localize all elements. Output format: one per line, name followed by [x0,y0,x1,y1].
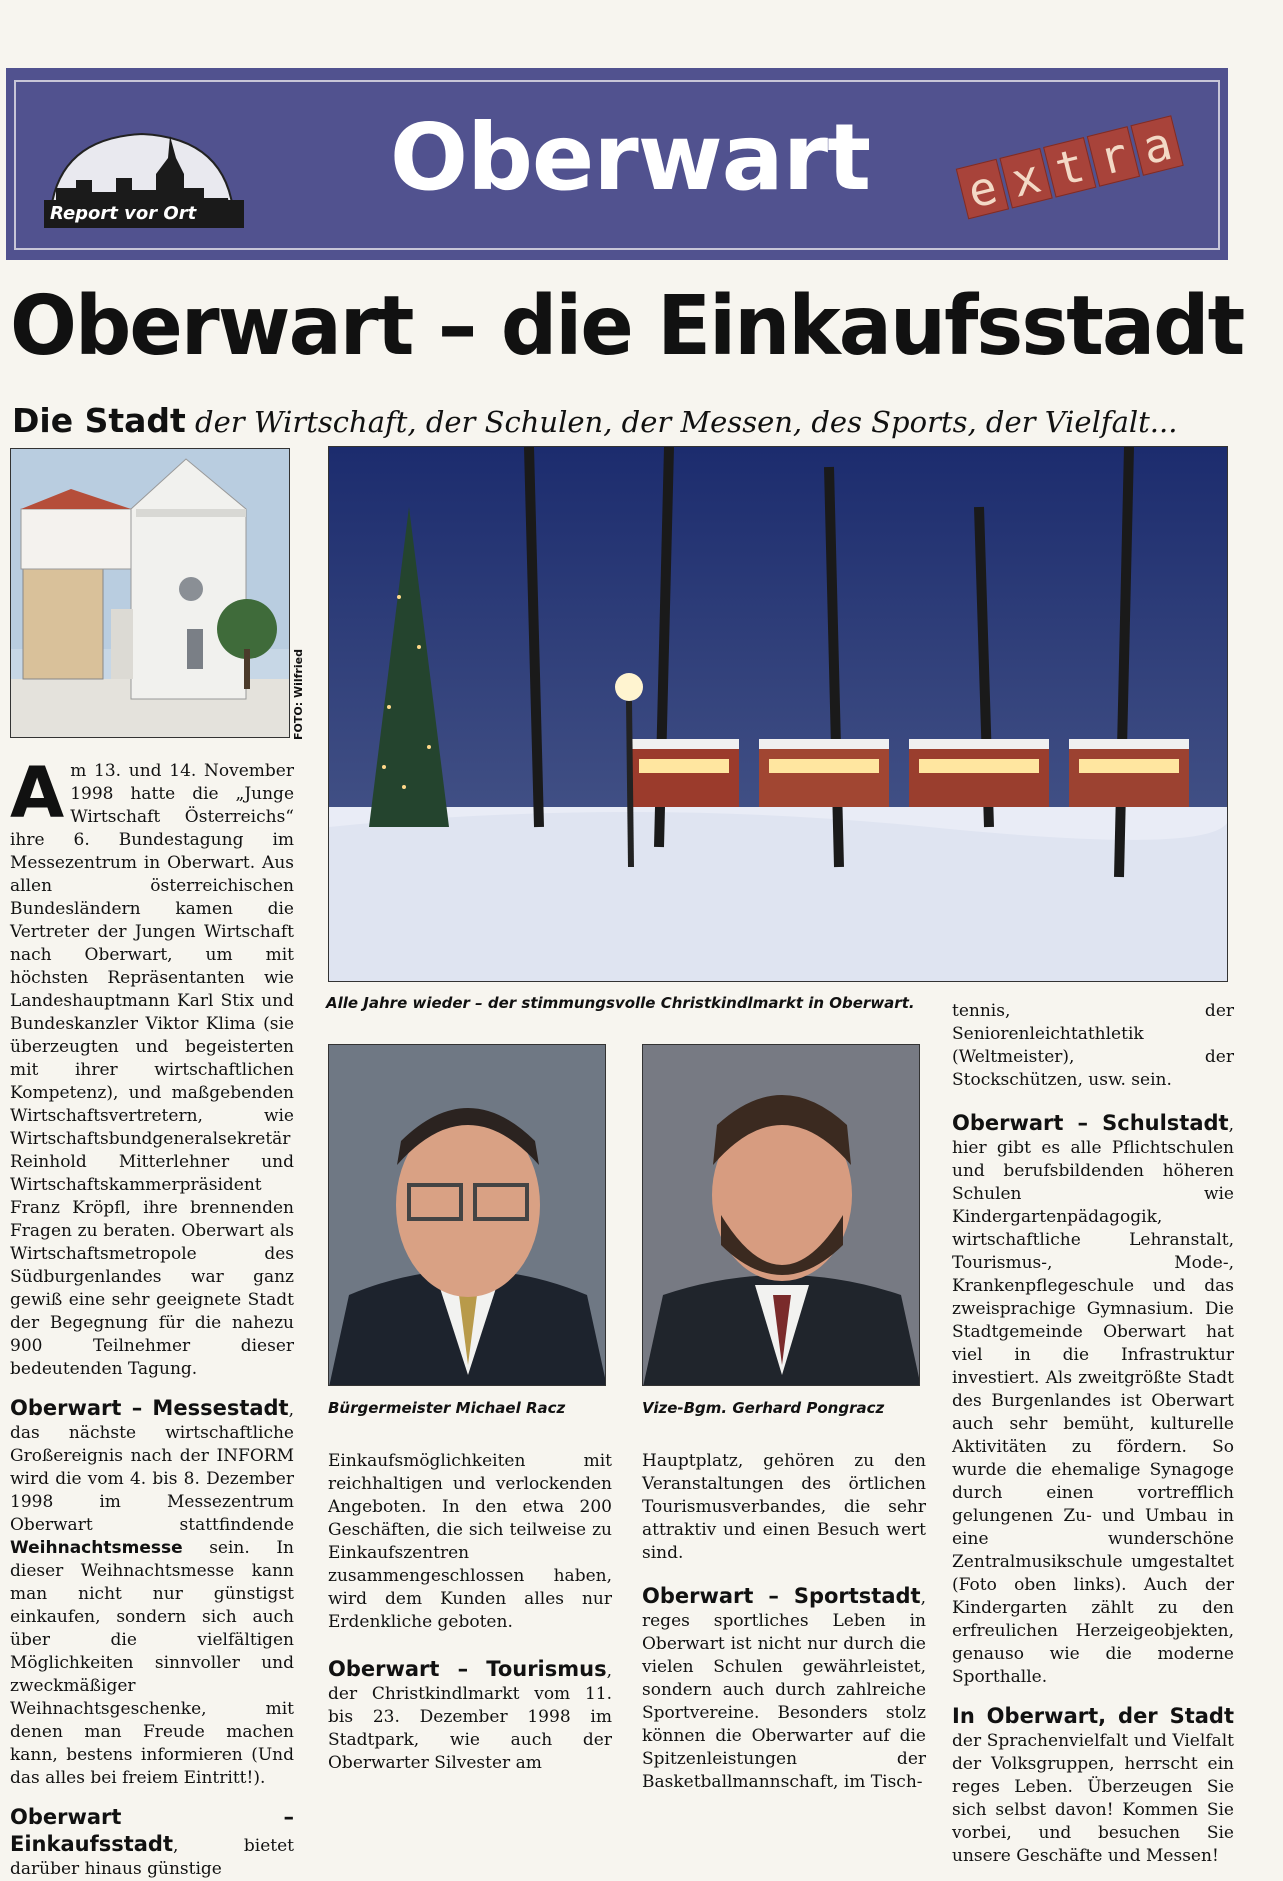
messe-paragraph [10,1395,294,1790]
schul-heading: Oberwart – Schulstadt [952,1111,1229,1135]
page-headline: Oberwart – die Einkaufsstadt [10,279,1244,374]
masthead-title: Oberwart [389,104,871,211]
schul-paragraph [952,1110,1234,1689]
stamp-letter: x [999,148,1052,209]
stamp-letter: t [1043,137,1096,198]
tourismus-heading: Oberwart – Tourismus [328,1657,607,1681]
stamp-letter: a [1130,115,1183,176]
portrait-michael-racz [328,1044,606,1386]
stamp-letter: e [956,159,1009,220]
col3-text: Hauptplatz, gehören zu den Veranstaltungen des örtlichen Tourismusverbandes, die sehr attraktiv und einen Besuch wert sind. [642,1451,926,1563]
schul-text: , hier gibt es alle Pflichtschulen und berufsbildenden höheren Schulen wie Kindergartenpädagogik, wirtschaftliche Lehranstalt, Tourismus-, Mode-, Krankenpflegeschule und das zweisprachige Gymnasium. Die Stadtgemeinde Oberwart hat viel in die Infrastruktur investiert. Als zweitgrößte Stadt des Burgenlandes ist Oberwart auch sehr bemüht, kulturelle Aktivitäten zu fördern. So wurde die ehemalige Synagoge durch einen vortrefflich gelungenen Zu- und Umbau in eine wunderschöne Zentralmusikschule umgestaltet (Foto oben links). Auch der Kindergarten zählt zu den erfreulichen Herzeigeobjekten, genauso wie die moderne Sporthalle. [952,1115,1234,1687]
synagogue-music-school-photo [10,448,290,738]
col2-text: Einkaufsmöglichkeiten mit reichhaltigen und verlockenden Angeboten. In den etwa 200 Geschäften, die sich teilweise zu Einkaufszentren zusammengeschlossen haben, wird dem Kunden alles nur Erdenkliche geboten. [328,1451,612,1632]
racz-caption: Bürgermeister Michael Racz [328,1399,566,1417]
subheadline [12,398,1252,444]
market-photo-caption: Alle Jahre wieder – der stimmungsvolle Christkindlmarkt in Oberwart. [326,994,915,1012]
pongracz-caption: Vize-Bgm. Gerhard Pongracz [642,1399,885,1417]
tourismus-paragraph [328,1656,612,1775]
intro-paragraph [10,752,294,1381]
sport-heading: Oberwart – Sportstadt [642,1584,921,1608]
christmas-market-photo [328,446,1228,982]
messe-text-a: , das nächste wirtschaftliche Großereignis nach der INFORM wird die vom 4. bis 8. Dezember 1998 im Messezentrum Oberwart stattfindende [10,1400,294,1535]
drop-cap: A [10,752,65,834]
logo-label: Report vor Ort [44,200,244,228]
sport-paragraph [642,1583,926,1794]
stadt-text: der Sprachenvielfalt und Vielfalt der Volksgruppen, herrscht ein reges Leben. Überzeugen Sie sich selbst davon! Kommen Sie vorbei, und besuchen Sie unsere Geschäfte und Messen! [952,1731,1234,1866]
intro-text: m 13. und 14. November 1998 hatte die „Junge Wirtschaft Österreichs“ ihre 6. Bundestagung im Messezentrum in Oberwart. Aus allen österreichischen Bundesländern kamen die Vertreter der Jungen Wirtschaft nach Oberwart, um mit höchsten Repräsentanten wie Landeshauptmann Karl Stix und Bundeskanzler Viktor Klima (sie überzeugten und begeisterten mit ihrer wirtschaftlichen Kompetenz), und maßgebenden Wirtschaftsvertretern, wie Wirtschaftsbundgeneralsekretär Reinhold Mitterlehner und Wirtschaftskammerpräsident Franz Kröpfl, ihre brennenden Fragen zu beraten. Oberwart als Wirtschaftsmetropole des Südburgenlandes war ganz gewiß eine sehr geeignete Stadt der Begegnung für die nahezu 900 Teilnehmer dieser bedeutenden Tagung. [10,761,294,1379]
portrait-gerhard-pongracz [642,1044,920,1386]
col4-text: tennis, der Seniorenleichtathletik (Weltmeister), der Stockschützen, usw. sein. [952,1001,1234,1090]
tourismus-text: , der Christkindlmarkt vom 11. bis 23. Dezember 1998 im Stadtpark, wie auch der Oberwarter Silvester am [328,1661,612,1773]
messe-text-b: sein. In dieser Weihnachtsmesse kann man nicht nur günstigst einkaufen, sondern sich auch über die vielfältigen Möglichkeiten sinnvoller und zweckmäßiger Weihnachtsgeschenke, mit denen man Freude machen kann, bestens informieren (Und das alles bei freiem Eintritt!). [10,1538,294,1788]
stamp-letter: r [1087,126,1140,187]
article-column-3 [642,1450,926,1790]
subheadline-bold: Die Stadt [12,401,186,440]
messe-bold: Weihnachtsmesse [10,1538,183,1558]
article-column-2 [328,1450,612,1790]
article-column-1 [10,752,294,1879]
stadt-paragraph [952,1703,1234,1868]
einkauf-heading: Oberwart – Einkaufsstadt [10,1805,294,1856]
messe-heading: Oberwart – Messestadt [10,1396,289,1420]
einkauf-paragraph [10,1804,294,1881]
subheadline-rest: der Wirtschaft, der Schulen, der Messen, des Sports, der Vielfalt... [185,405,1178,439]
article-column-4 [952,1000,1234,1866]
photo-credit: FOTO: Wilfried [292,649,305,740]
einkauf-text: , bietet darüber hinaus günstige [10,1836,294,1879]
stadt-heading: In Oberwart, der Stadt [952,1704,1234,1728]
sport-text: , reges sportliches Leben in Oberwart ist nicht nur durch die vielen Schulen gewährleistet, sondern auch durch zahlreiche Sportvereine. Besonders stolz können die Oberwarter auf die Spitzenleistungen der Basketballmannschaft, im Tisch- [642,1588,926,1792]
